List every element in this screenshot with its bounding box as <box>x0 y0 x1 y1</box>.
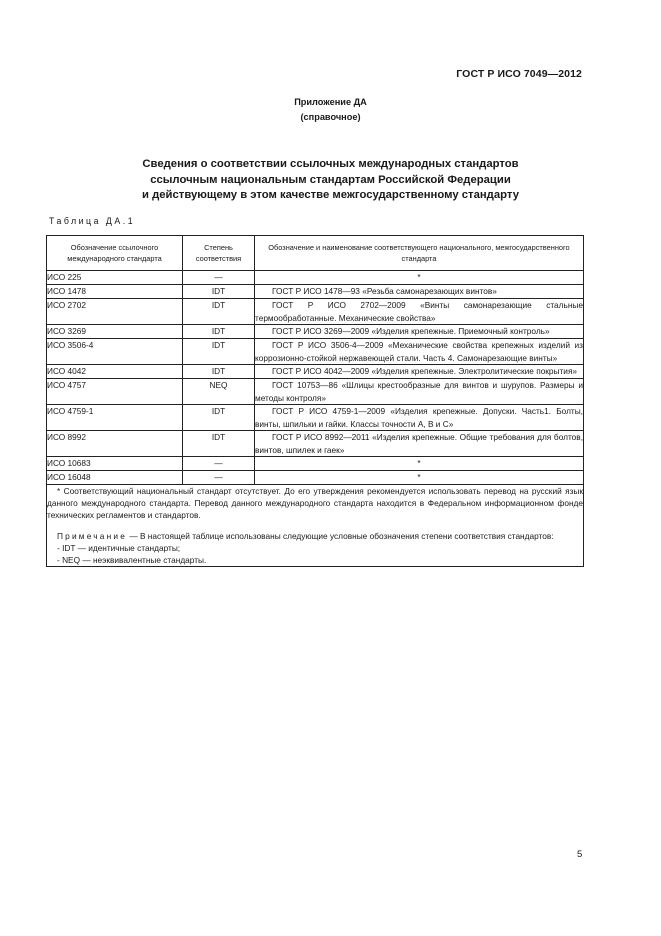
note <box>47 530 583 542</box>
table-footer-row <box>47 485 584 567</box>
appendix-title: Приложение ДА <box>294 97 367 107</box>
national-standard: ГОСТ Р ИСО 2702—2009 «Винты самонарезающие стальные термообработанные. Механические свойства» <box>255 300 583 323</box>
degree-of-correspondence: — <box>183 457 255 471</box>
table-row <box>47 431 584 457</box>
intl-standard-code: ИСО 4757 <box>47 379 183 405</box>
column-header-national-standard: Обозначение и наименование соответствующего национального, межгосударственного стандарта <box>255 236 584 271</box>
intl-standard-code: ИСО 10683 <box>47 457 183 471</box>
national-standard: * <box>255 271 584 285</box>
degree-of-correspondence: IDT <box>183 365 255 379</box>
table-row <box>47 299 584 325</box>
degree-of-correspondence: NEQ <box>183 379 255 405</box>
table-footnotes <box>47 485 584 567</box>
degree-of-correspondence: IDT <box>183 339 255 365</box>
intl-standard-code: ИСО 1478 <box>47 285 183 299</box>
intl-standard-code: ИСО 8992 <box>47 431 183 457</box>
degree-of-correspondence: IDT <box>183 405 255 431</box>
table-caption: Таблица ДА.1 <box>49 216 136 226</box>
document-designation: ГОСТ Р ИСО 7049—2012 <box>456 68 582 80</box>
section-title <box>0 157 661 204</box>
table-row <box>47 471 584 485</box>
intl-standard-code: ИСО 4759-1 <box>47 405 183 431</box>
intl-standard-code: ИСО 225 <box>47 271 183 285</box>
section-title-line: ссылочным национальным стандартам Российской Федерации <box>150 173 511 186</box>
national-standard: ГОСТ Р ИСО 1478—93 «Резьба самонарезающих винтов» <box>255 285 584 299</box>
section-title-line: и действующему в этом качестве межгосударственному стандарту <box>142 189 519 201</box>
degree-of-correspondence: — <box>183 271 255 285</box>
national-standard: ГОСТ 10753—86 «Шлицы крестообразные для винтов и шурупов. Размеры и методы контроля» <box>255 380 583 403</box>
footnote: * Соответствующий национальный стандарт отсутствует. До его утверждения рекомендуется использовать перевод на русский язык данного международного стандарта. Перевод данного международного стандарта находится в Федеральном информационном фонде технических регламентов и стандартов. <box>47 486 583 520</box>
national-standard: ГОСТ Р ИСО 4042—2009 «Изделия крепежные. Электролитические покрытия» <box>255 365 584 379</box>
note-label: Примечание <box>57 531 128 541</box>
table-row <box>47 379 584 405</box>
table-row <box>47 285 584 299</box>
table-row <box>47 325 584 339</box>
appendix-subtitle: (справочное) <box>300 112 361 122</box>
appendix-heading <box>0 95 661 125</box>
degree-of-correspondence: IDT <box>183 431 255 457</box>
table-row <box>47 405 584 431</box>
page-number: 5 <box>577 849 583 860</box>
national-standard: ГОСТ Р ИСО 4759-1—2009 «Изделия крепежные. Допуски. Часть1. Болты, винты, шпильки и гайки. Классы точности А, В и С» <box>255 406 583 429</box>
national-standard: ГОСТ Р ИСО 8992—2011 «Изделия крепежные. Общие требования для болтов, винтов, шпилек и гаек» <box>255 432 583 455</box>
intl-standard-code: ИСО 3506-4 <box>47 339 183 365</box>
degree-of-correspondence: IDT <box>183 325 255 339</box>
intl-standard-code: ИСО 3269 <box>47 325 183 339</box>
national-standard: ГОСТ Р ИСО 3506-4—2009 «Механические свойства крепежных изделий из коррозионно-стойкой нержавеющей стали. Часть 4. Самонарезающие винты» <box>255 340 583 363</box>
national-standard: ГОСТ Р ИСО 3269—2009 «Изделия крепежные. Приемочный контроль» <box>255 325 584 339</box>
legend-item: - NEQ — неэквивалентные стандарты. <box>57 555 207 565</box>
intl-standard-code: ИСО 2702 <box>47 299 183 325</box>
national-standard: * <box>255 457 584 471</box>
legend-item: - IDT — идентичные стандарты; <box>57 543 181 553</box>
section-title-line: Сведения о соответствии ссылочных международных стандартов <box>142 158 519 170</box>
degree-of-correspondence: IDT <box>183 285 255 299</box>
table-row <box>47 271 584 285</box>
column-header-intl-standard: Обозначение ссылочного международного стандарта <box>47 236 183 271</box>
intl-standard-code: ИСО 4042 <box>47 365 183 379</box>
table-row <box>47 457 584 471</box>
degree-of-correspondence: — <box>183 471 255 485</box>
table-row <box>47 365 584 379</box>
degree-of-correspondence: IDT <box>183 299 255 325</box>
table-row <box>47 339 584 365</box>
intl-standard-code: ИСО 16048 <box>47 471 183 485</box>
column-header-degree: Степень соответствия <box>183 236 255 271</box>
correspondence-table <box>46 235 584 567</box>
national-standard: * <box>255 471 584 485</box>
table-header-row <box>47 236 584 271</box>
note-text: — В настоящей таблице использованы следующие условные обозначения степени соответствия стандартов: <box>129 531 554 541</box>
